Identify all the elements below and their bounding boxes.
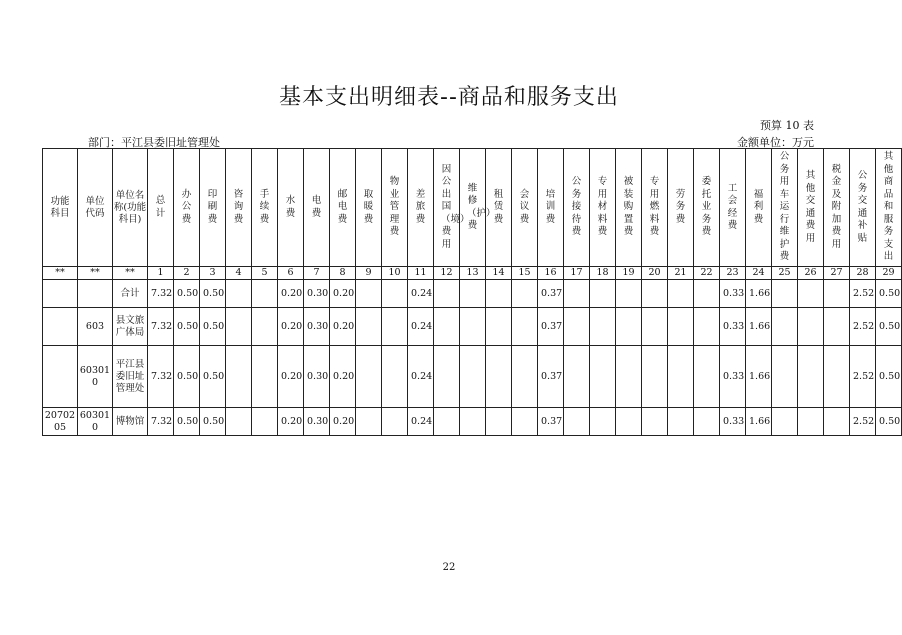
cell-value: 2.52 [853, 370, 875, 382]
header-label: 差旅费 [415, 188, 426, 225]
table-cell [174, 408, 200, 436]
cell-value: 0.24 [411, 415, 433, 427]
cell-value: 0.50 [203, 287, 225, 299]
cell-value: 0.20 [333, 320, 355, 332]
index-cell: 3 [200, 267, 226, 280]
header-cell [408, 149, 434, 267]
cell-value: 0.20 [333, 287, 355, 299]
header-cell [174, 149, 200, 267]
table-cell [564, 308, 590, 346]
table-cell [278, 408, 304, 436]
header-label: 取暖费 [363, 188, 374, 225]
header-cell [668, 149, 694, 267]
cell-value: 7.32 [151, 415, 173, 427]
table-cell [850, 280, 876, 308]
index-cell: 15 [512, 267, 538, 280]
header-cell [824, 149, 850, 267]
cell-value: 县文旅广体局 [115, 314, 145, 338]
table-cell [746, 308, 772, 346]
cell-value: 0.33 [723, 287, 745, 299]
cell-value: 7.32 [151, 320, 173, 332]
table-cell [694, 346, 720, 408]
table-cell [824, 346, 850, 408]
index-cell: 7 [304, 267, 330, 280]
table-cell [824, 408, 850, 436]
header-label: 因公出国（境）费用 [441, 163, 470, 250]
cell-value: 0.50 [203, 320, 225, 332]
table-cell [174, 308, 200, 346]
table-cell [538, 280, 564, 308]
index-cell: 21 [668, 267, 694, 280]
header-cell [226, 149, 252, 267]
table-cell [148, 280, 174, 308]
table-cell [382, 308, 408, 346]
table-cell [642, 346, 668, 408]
table-cell [174, 280, 200, 308]
table-cell [564, 280, 590, 308]
index-cell: 25 [772, 267, 798, 280]
table-cell [356, 346, 382, 408]
header-cell [512, 149, 538, 267]
table-cell [512, 408, 538, 436]
header-label: 工会经费 [727, 182, 738, 231]
header-label: 福利费 [753, 188, 764, 225]
table-cell [512, 346, 538, 408]
table-cell [78, 280, 113, 308]
cell-value: 603010 [79, 409, 111, 433]
cell-value: 0.50 [879, 415, 901, 427]
table-cell [226, 408, 252, 436]
index-cell: 28 [850, 267, 876, 280]
table-cell [382, 280, 408, 308]
header-cell [356, 149, 382, 267]
index-cell: 18 [590, 267, 616, 280]
cell-value: 0.50 [879, 370, 901, 382]
header-label: 邮电费 [337, 188, 348, 225]
header-label: 会议费 [519, 188, 530, 225]
cell-value: 2.52 [853, 287, 875, 299]
table-body [43, 149, 902, 436]
header-label: 物业管理费 [389, 176, 400, 238]
table-cell [642, 408, 668, 436]
expense-detail-table [42, 148, 902, 436]
table-cell [304, 308, 330, 346]
cell-value: 603010 [79, 364, 111, 388]
table-cell [772, 280, 798, 308]
header-label: 公务用车运行维护费 [779, 151, 790, 263]
table-row [43, 280, 902, 308]
table-cell [408, 308, 434, 346]
table-cell [330, 346, 356, 408]
index-cell: 17 [564, 267, 590, 280]
cell-value: 0.30 [307, 370, 329, 382]
table-cell [486, 280, 512, 308]
header-label: 公务交通补贴 [857, 170, 868, 244]
table-cell [668, 280, 694, 308]
table-cell [486, 346, 512, 408]
table-cell [278, 280, 304, 308]
cell-value: 7.32 [151, 287, 173, 299]
table-cell [356, 308, 382, 346]
table-cell [148, 346, 174, 408]
table-cell [434, 280, 460, 308]
cell-value: 0.50 [177, 370, 199, 382]
table-cell [356, 408, 382, 436]
index-cell: 24 [746, 267, 772, 280]
header-row [43, 149, 902, 267]
header-label: 手续费 [259, 188, 270, 225]
department-label: 部门：平江县委旧址管理处 [88, 136, 220, 149]
header-cell [460, 149, 496, 267]
cell-value: 0.50 [879, 287, 901, 299]
table-cell [486, 408, 512, 436]
table-cell [78, 308, 113, 346]
cell-value: 0.20 [333, 370, 355, 382]
header-cell [616, 149, 642, 267]
table-cell [226, 280, 252, 308]
index-cell: 9 [356, 267, 382, 280]
header-label: 税金及附加费用 [831, 163, 842, 250]
table-cell [772, 308, 798, 346]
header-cell [590, 149, 616, 267]
table-cell [824, 308, 850, 346]
table-cell [78, 408, 113, 436]
cell-value: 0.20 [281, 370, 303, 382]
table-cell [304, 346, 330, 408]
header-cell [200, 149, 226, 267]
table-cell [304, 280, 330, 308]
table-cell [694, 408, 720, 436]
table-cell [460, 280, 486, 308]
header-cell [304, 149, 330, 267]
header-label: 维修（护）费 [467, 182, 496, 231]
header-cell [252, 149, 278, 267]
table-cell [174, 346, 200, 408]
cell-value: 0.37 [541, 415, 563, 427]
table-cell [616, 346, 642, 408]
table-cell [148, 308, 174, 346]
cell-value: 0.37 [541, 320, 563, 332]
index-row [43, 267, 902, 280]
header-label: 专用燃料费 [649, 176, 660, 238]
cell-value: 2.52 [853, 415, 875, 427]
table-cell [200, 308, 226, 346]
cell-value: 1.66 [749, 320, 771, 332]
header-cell [330, 149, 356, 267]
index-cell: 5 [252, 267, 278, 280]
table-cell [850, 408, 876, 436]
header-label: 水费 [285, 195, 296, 219]
table-cell [382, 408, 408, 436]
index-cell: ** [113, 267, 148, 280]
header-cell [772, 149, 798, 267]
index-cell: 2 [174, 267, 200, 280]
table-cell [720, 346, 746, 408]
header-label: 委托业务费 [701, 176, 712, 238]
cell-value: 0.30 [307, 320, 329, 332]
cell-value: 0.50 [203, 370, 225, 382]
index-cell: 8 [330, 267, 356, 280]
table-cell [668, 308, 694, 346]
table-cell [278, 308, 304, 346]
table-cell [252, 408, 278, 436]
index-cell: ** [43, 267, 78, 280]
table-cell [356, 280, 382, 308]
cell-value: 合计 [120, 287, 140, 299]
header-cell [278, 149, 304, 267]
table-cell [590, 346, 616, 408]
cell-value: 0.50 [879, 320, 901, 332]
index-cell: 6 [278, 267, 304, 280]
table-cell [694, 280, 720, 308]
index-cell: 12 [434, 267, 460, 280]
table-cell [538, 308, 564, 346]
table-cell [252, 308, 278, 346]
header-label: 单位名称(功能科目) [113, 189, 147, 225]
cell-value: 2.52 [853, 320, 875, 332]
cell-value: 0.50 [203, 415, 225, 427]
index-cell: 11 [408, 267, 434, 280]
index-cell: 27 [824, 267, 850, 280]
table-cell [668, 408, 694, 436]
table-cell [460, 408, 486, 436]
cell-value: 0.24 [411, 370, 433, 382]
budget-table-number: 预算 10 表 [760, 119, 814, 132]
table-cell [113, 280, 148, 308]
table-cell [512, 280, 538, 308]
table-cell [772, 408, 798, 436]
table-cell [876, 408, 902, 436]
table-cell [252, 346, 278, 408]
cell-value: 博物馆 [115, 415, 145, 427]
index-cell: 23 [720, 267, 746, 280]
table-cell [876, 346, 902, 408]
index-cell: 20 [642, 267, 668, 280]
cell-value: 0.50 [177, 287, 199, 299]
table-row [43, 308, 902, 346]
table-cell [590, 408, 616, 436]
header-cell [876, 149, 902, 267]
header-label: 功能科目 [50, 195, 70, 219]
cell-value: 0.20 [281, 320, 303, 332]
table-cell [642, 308, 668, 346]
header-label: 办公费 [181, 188, 192, 225]
index-cell: 10 [382, 267, 408, 280]
header-label: 被装购置费 [623, 176, 634, 238]
cell-value: 平江县委旧址管理处 [115, 358, 145, 394]
table-cell [720, 408, 746, 436]
header-label: 电费 [311, 195, 322, 219]
table-cell [876, 308, 902, 346]
header-label: 劳务费 [675, 188, 686, 225]
table-cell [746, 346, 772, 408]
cell-value: 1.66 [749, 370, 771, 382]
table-cell [226, 346, 252, 408]
header-cell [850, 149, 876, 267]
table-cell [434, 408, 460, 436]
header-label: 专用材料费 [597, 176, 608, 238]
index-cell: 14 [486, 267, 512, 280]
table-cell [278, 346, 304, 408]
table-cell [694, 308, 720, 346]
header-label: 其他商品和服务支出 [883, 151, 894, 263]
cell-value: 0.24 [411, 287, 433, 299]
table-cell [252, 280, 278, 308]
index-cell: 4 [226, 267, 252, 280]
table-cell [616, 308, 642, 346]
table-cell [460, 308, 486, 346]
header-cell [564, 149, 590, 267]
table-cell [226, 308, 252, 346]
cell-value: 1.66 [749, 415, 771, 427]
table-cell [590, 308, 616, 346]
table-cell [408, 280, 434, 308]
table-cell [798, 346, 824, 408]
cell-value: 7.32 [151, 370, 173, 382]
cell-value: 1.66 [749, 287, 771, 299]
header-cell [720, 149, 746, 267]
header-cell [746, 149, 772, 267]
header-label: 租赁费 [493, 188, 504, 225]
table-cell [850, 308, 876, 346]
header-label: 公务接待费 [571, 176, 582, 238]
table-cell [876, 280, 902, 308]
header-cell [434, 149, 470, 267]
page-number: 22 [442, 562, 456, 573]
table-cell [850, 346, 876, 408]
table-cell [434, 346, 460, 408]
cell-value: 0.30 [307, 287, 329, 299]
header-cell [382, 149, 408, 267]
table-cell [200, 346, 226, 408]
index-cell: 29 [876, 267, 902, 280]
header-label: 印刷费 [207, 188, 218, 225]
table-cell [720, 280, 746, 308]
table-cell [43, 280, 78, 308]
table-cell [720, 308, 746, 346]
cell-value: 0.50 [177, 320, 199, 332]
table-cell [330, 280, 356, 308]
cell-value: 0.37 [541, 370, 563, 382]
index-cell: 1 [148, 267, 174, 280]
table-cell [304, 408, 330, 436]
header-cell [78, 149, 113, 267]
table-cell [824, 280, 850, 308]
header-label: 总计 [155, 195, 166, 219]
cell-value: 0.50 [177, 415, 199, 427]
header-label: 其他交通费用 [805, 170, 816, 244]
table-cell [616, 408, 642, 436]
table-cell [113, 308, 148, 346]
index-cell: ** [78, 267, 113, 280]
table-cell [434, 308, 460, 346]
table-cell [43, 408, 78, 436]
header-cell [642, 149, 668, 267]
table-cell [148, 408, 174, 436]
cell-value: 0.33 [723, 320, 745, 332]
table-row [43, 408, 902, 436]
cell-value: 0.37 [541, 287, 563, 299]
table-cell [538, 346, 564, 408]
table-cell [382, 346, 408, 408]
table-cell [113, 408, 148, 436]
cell-value: 0.20 [333, 415, 355, 427]
table-cell [78, 346, 113, 408]
index-cell: 16 [538, 267, 564, 280]
header-label: 单位代码 [85, 195, 105, 219]
table-cell [486, 308, 512, 346]
header-cell [148, 149, 174, 267]
table-cell [408, 346, 434, 408]
cell-value: 0.24 [411, 320, 433, 332]
cell-value: 603 [85, 320, 105, 332]
cell-value: 2070205 [44, 409, 76, 433]
header-label: 咨询费 [233, 188, 244, 225]
index-cell: 13 [460, 267, 486, 280]
table-cell [746, 408, 772, 436]
header-cell [538, 149, 564, 267]
table-cell [538, 408, 564, 436]
table-cell [200, 280, 226, 308]
table-cell [642, 280, 668, 308]
table-cell [512, 308, 538, 346]
header-cell [798, 149, 824, 267]
header-cell [43, 149, 78, 267]
table-cell [798, 408, 824, 436]
table-cell [408, 408, 434, 436]
table-cell [43, 308, 78, 346]
table-cell [564, 408, 590, 436]
amount-unit-label: 金额单位：万元 [737, 136, 814, 149]
table-cell [772, 346, 798, 408]
index-cell: 19 [616, 267, 642, 280]
table-cell [564, 346, 590, 408]
table-cell [746, 280, 772, 308]
cell-value: 0.20 [281, 287, 303, 299]
table-row [43, 346, 902, 408]
cell-value: 0.33 [723, 370, 745, 382]
table-cell [200, 408, 226, 436]
header-label: 培训费 [545, 188, 556, 225]
table-cell [668, 346, 694, 408]
table-cell [43, 346, 78, 408]
header-cell [113, 149, 148, 267]
index-cell: 22 [694, 267, 720, 280]
index-cell: 26 [798, 267, 824, 280]
table-cell [798, 308, 824, 346]
table-cell [330, 408, 356, 436]
table-cell [616, 280, 642, 308]
cell-value: 0.30 [307, 415, 329, 427]
header-cell [694, 149, 720, 267]
table-cell [460, 346, 486, 408]
table-cell [113, 346, 148, 408]
cell-value: 0.20 [281, 415, 303, 427]
table-cell [798, 280, 824, 308]
page-title: 基本支出明细表--商品和服务支出 [279, 85, 619, 110]
table-cell [330, 308, 356, 346]
table-cell [590, 280, 616, 308]
cell-value: 0.33 [723, 415, 745, 427]
